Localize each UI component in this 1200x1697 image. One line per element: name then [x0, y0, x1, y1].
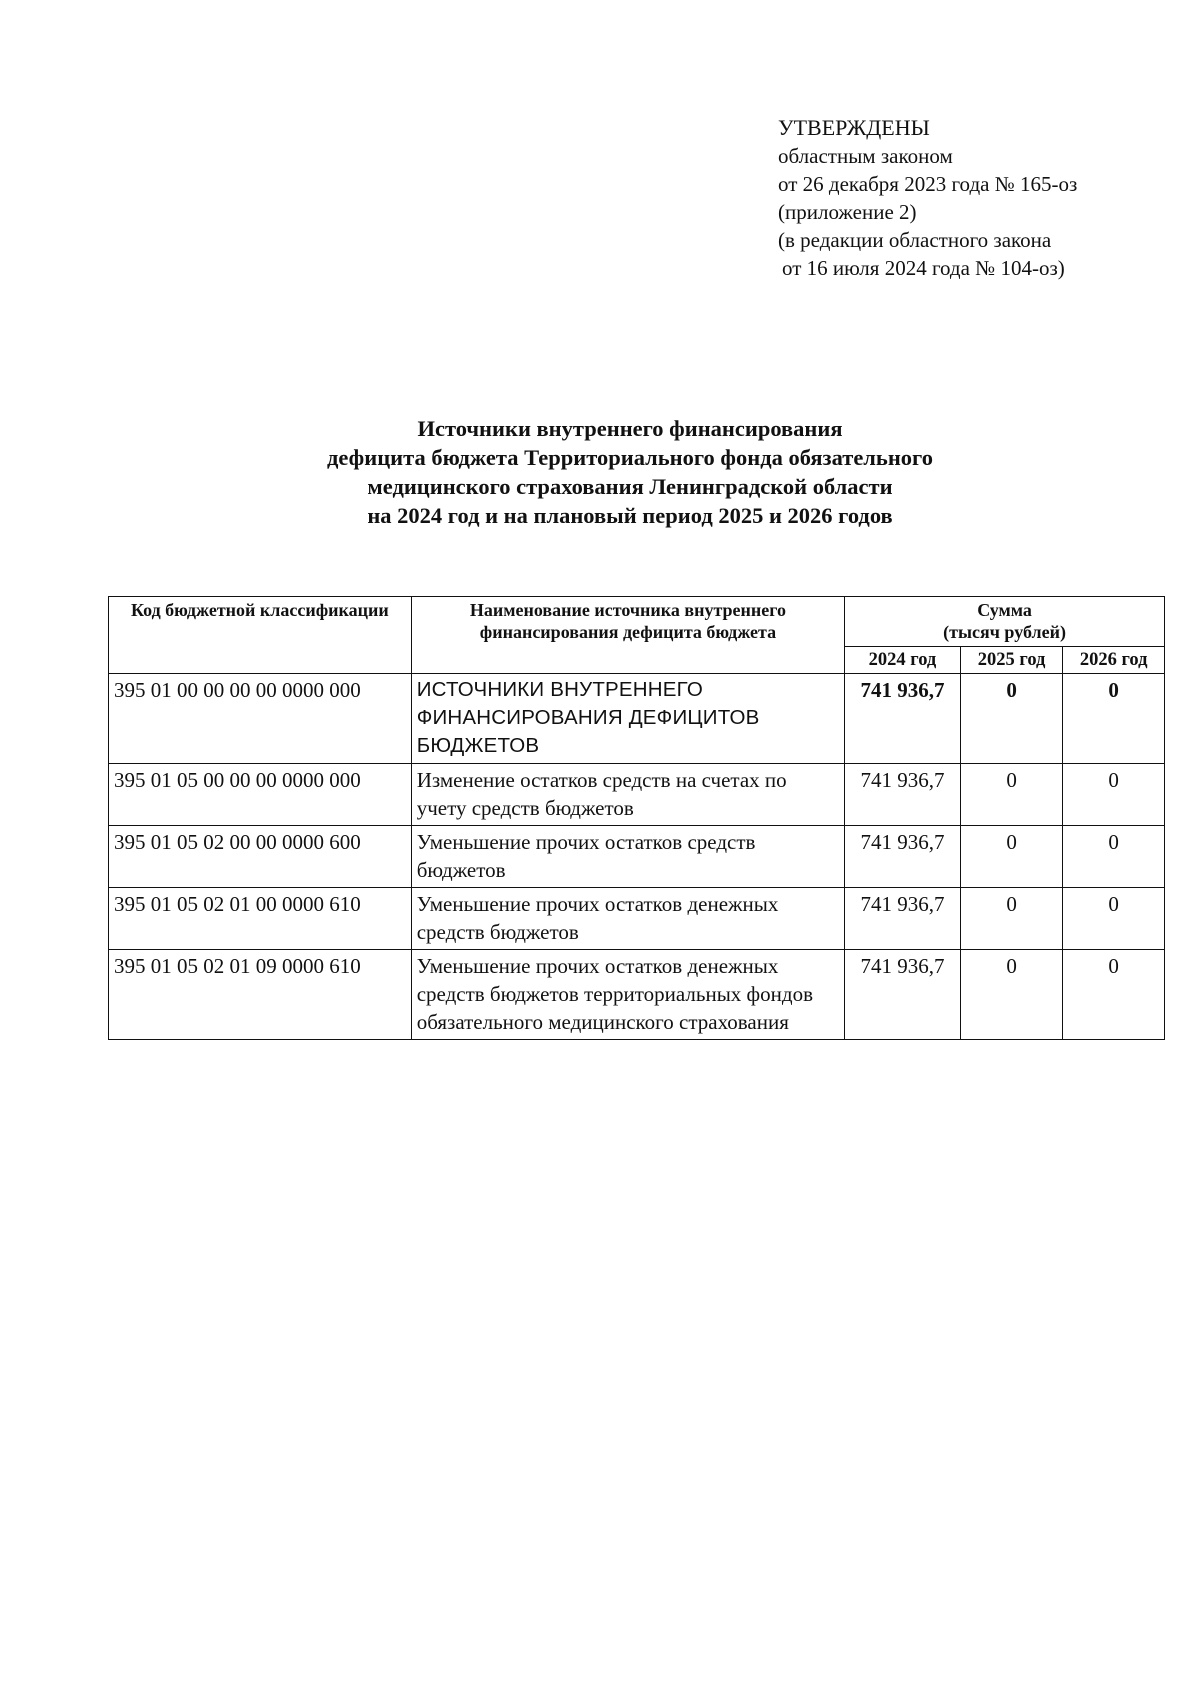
- row-value-2024: 741 936,7: [845, 950, 961, 1040]
- row-value-2026: 0: [1063, 950, 1165, 1040]
- row-code: 395 01 05 00 00 00 0000 000: [109, 764, 412, 826]
- row-name: Изменение остатков средств на счетах по учету средств бюджетов: [411, 764, 844, 826]
- row-value-2024: 741 936,7: [845, 764, 961, 826]
- title-line: медицинского страхования Ленинградской области: [367, 474, 893, 499]
- row-name: Уменьшение прочих остатков денежных средств бюджетов: [411, 888, 844, 950]
- row-name: Уменьшение прочих остатков денежных средств бюджетов территориальных фондов обязательного медицинского страхования: [411, 950, 844, 1040]
- header-name: Наименование источника внутреннего финансирования дефицита бюджета: [411, 597, 844, 674]
- title-line: Источники внутреннего финансирования: [417, 416, 843, 441]
- row-code: 395 01 05 02 01 09 0000 610: [109, 950, 412, 1040]
- row-code: 395 01 05 02 01 00 0000 610: [109, 888, 412, 950]
- row-value-2025: 0: [960, 674, 1063, 764]
- table-row: [109, 826, 1165, 888]
- row-value-2024: 741 936,7: [845, 826, 961, 888]
- table-row: [109, 764, 1165, 826]
- approval-line: от 16 июля 2024 года № 104-оз): [782, 256, 1065, 280]
- row-value-2025: 0: [960, 826, 1063, 888]
- row-value-2026: 0: [1063, 888, 1165, 950]
- approval-line: областным законом: [778, 144, 953, 168]
- header-sum: [845, 597, 1165, 647]
- approval-line: от 26 декабря 2023 года № 165-оз: [778, 172, 1078, 196]
- title-line: на 2024 год и на плановый период 2025 и 2026 годов: [367, 503, 893, 528]
- approval-heading: УТВЕРЖДЕНЫ: [778, 115, 930, 140]
- row-value-2026: 0: [1063, 764, 1165, 826]
- row-code: 395 01 00 00 00 00 0000 000: [109, 674, 412, 764]
- row-value-2024: 741 936,7: [845, 674, 961, 764]
- header-code: Код бюджетной классификации: [109, 597, 412, 674]
- approval-line: (приложение 2): [778, 200, 917, 224]
- row-name: ИСТОЧНИКИ ВНУТРЕННЕГО ФИНАНСИРОВАНИЯ ДЕФИЦИТОВ БЮДЖЕТОВ: [411, 674, 844, 764]
- table-row: [109, 950, 1165, 1040]
- header-year-2026: 2026 год: [1063, 647, 1165, 674]
- approval-stamp: [778, 114, 1077, 282]
- row-value-2025: 0: [960, 950, 1063, 1040]
- financing-sources-table: [108, 596, 1165, 1040]
- row-name: Уменьшение прочих остатков средств бюджетов: [411, 826, 844, 888]
- row-value-2024: 741 936,7: [845, 888, 961, 950]
- header-sum-label: Сумма: [977, 600, 1032, 620]
- header-year-2024: 2024 год: [845, 647, 961, 674]
- row-value-2026: 0: [1063, 674, 1165, 764]
- table-row: [109, 888, 1165, 950]
- row-value-2025: 0: [960, 888, 1063, 950]
- header-sum-unit: (тысяч рублей): [943, 622, 1066, 642]
- document-title: [160, 414, 1100, 530]
- row-code: 395 01 05 02 00 00 0000 600: [109, 826, 412, 888]
- header-year-2025: 2025 год: [960, 647, 1063, 674]
- row-value-2026: 0: [1063, 826, 1165, 888]
- row-value-2025: 0: [960, 764, 1063, 826]
- approval-line: (в редакции областного закона: [778, 228, 1052, 252]
- table-row: [109, 674, 1165, 764]
- title-line: дефицита бюджета Территориального фонда обязательного: [327, 445, 933, 470]
